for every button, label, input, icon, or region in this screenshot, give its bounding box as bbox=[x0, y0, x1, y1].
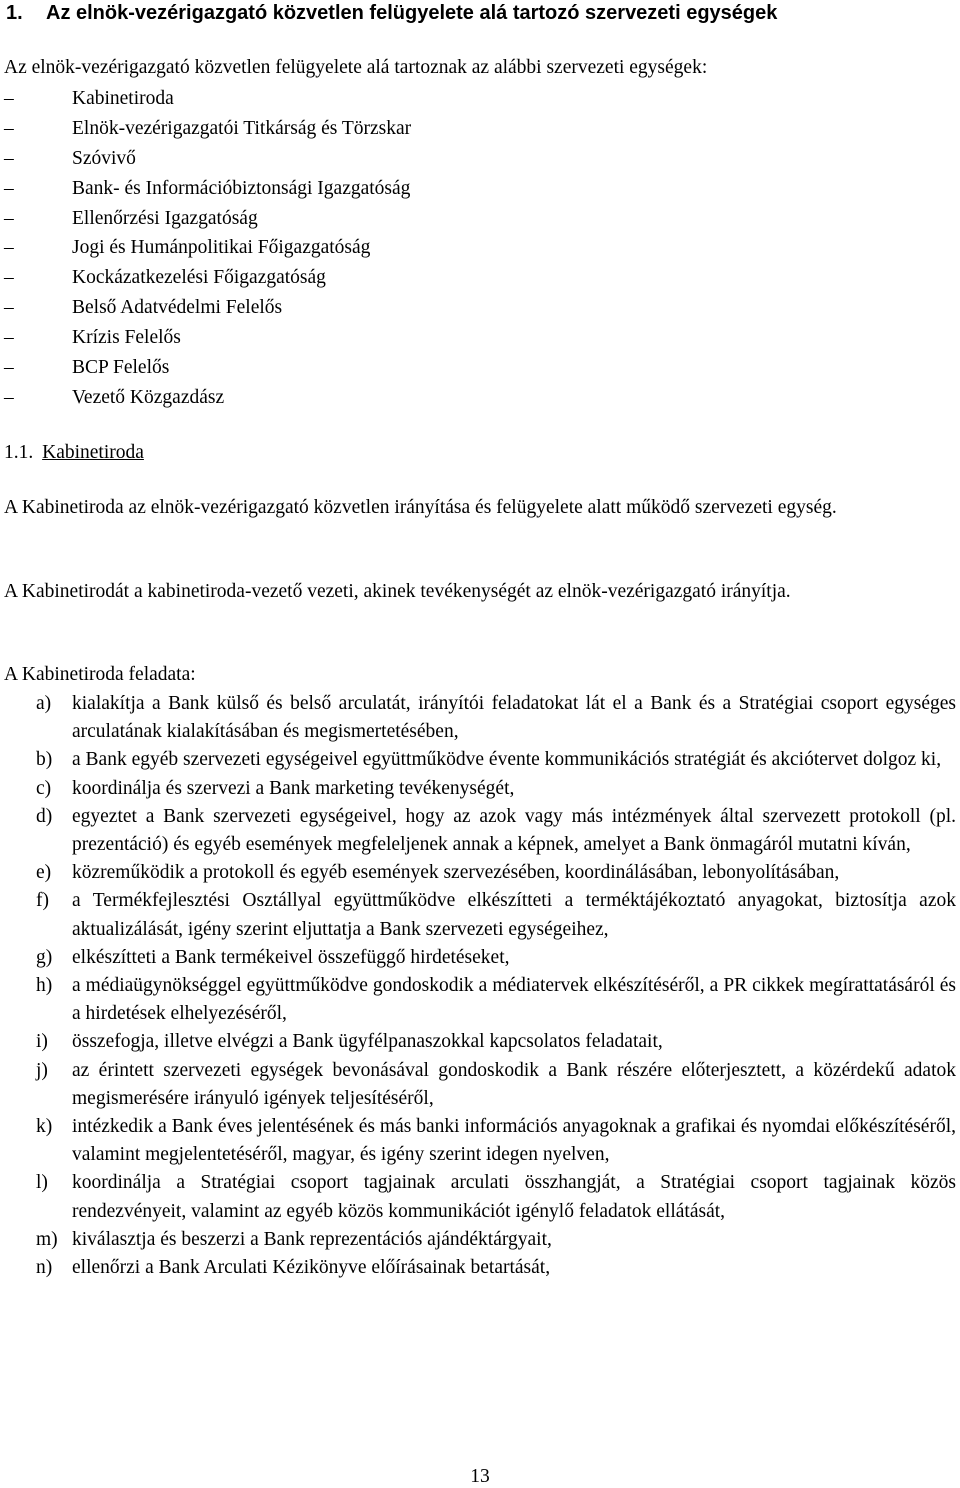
task-list bbox=[4, 690, 956, 1282]
unit-name: Vezető Közgazdász bbox=[72, 386, 225, 408]
task-text: elkészítteti a Bank termékeivel összefüggő hirdetéseket, bbox=[72, 946, 510, 968]
unit-name: Elnök-vezérigazgatói Titkárság és Törzskar bbox=[72, 117, 412, 139]
task-label: m) bbox=[36, 1228, 58, 1250]
task-item bbox=[4, 1226, 956, 1254]
task-label: h) bbox=[36, 975, 53, 997]
dash-marker: – bbox=[4, 177, 14, 199]
task-text: közreműködik a protokoll és egyéb események szervezésében, koordinálásában, lebonyolításában, bbox=[72, 862, 840, 884]
unit-name: Belső Adatvédelmi Felelős bbox=[72, 297, 283, 319]
dash-marker: – bbox=[4, 297, 14, 319]
task-text: a médiaügynökséggel együttműködve gondoskodik a médiatervek elkészítéséről, a PR cikkek megírattatásáról és a hirdetések elhelyezéséről, bbox=[72, 975, 956, 1025]
dash-marker: – bbox=[4, 357, 14, 379]
section-heading bbox=[6, 0, 956, 26]
task-label: d) bbox=[36, 805, 53, 827]
subsection-number: 1.1. bbox=[4, 442, 34, 463]
task-item bbox=[4, 803, 956, 859]
page-number: 13 bbox=[470, 1466, 490, 1487]
section-number: 1. bbox=[6, 2, 23, 24]
task-label: c) bbox=[36, 777, 52, 799]
dash-marker: – bbox=[4, 267, 14, 289]
paragraph: A Kabinetiroda az elnök-vezérigazgató közvetlen irányítása és felügyelete alatt működő szervezeti egység. bbox=[4, 497, 837, 518]
task-label: b) bbox=[36, 749, 53, 771]
task-item bbox=[4, 1028, 956, 1056]
task-text: egyeztet a Bank szervezeti egységeivel, hogy az azok vagy más intézmények által szervezett protokoll (pl. prezentáció) és egyéb események megfeleljenek annak a képnek, amelyet a Bank önmagáról mutatni kíván, bbox=[72, 805, 956, 856]
task-text: koordinálja és szervezi a Bank marketing tevékenységét, bbox=[72, 777, 515, 799]
task-label: f) bbox=[36, 890, 49, 912]
task-text: ellenőrzi a Bank Arculati Kézikönyve előírásainak betartását, bbox=[72, 1257, 551, 1279]
task-label: k) bbox=[36, 1116, 53, 1138]
intro-text: Az elnök-vezérigazgató közvetlen felügyelete alá tartoznak az alábbi szervezeti egységek: bbox=[4, 57, 708, 78]
task-item bbox=[4, 1169, 956, 1225]
section-title: Az elnök-vezérigazgató közvetlen felügyelete alá tartozó szervezeti egységek bbox=[46, 2, 778, 24]
task-label: e) bbox=[36, 862, 52, 884]
unit-name: BCP Felelős bbox=[72, 357, 170, 379]
task-item bbox=[4, 775, 956, 803]
dash-marker: – bbox=[4, 386, 14, 408]
task-item bbox=[4, 746, 956, 774]
subsection-title[interactable]: Kabinetiroda bbox=[42, 442, 144, 463]
dash-marker: – bbox=[4, 237, 14, 259]
task-item bbox=[4, 944, 956, 972]
task-text: kiválasztja és beszerzi a Bank reprezentációs ajándéktárgyait, bbox=[72, 1228, 552, 1250]
task-text: koordinálja a Stratégiai csoport tagjainak arculati összhangját, a Stratégiai csoport tagjainak közös rendezvényeit, valamint az egyéb közös kommunikációt igénylő feladatok ellátását, bbox=[72, 1172, 956, 1222]
dash-marker: – bbox=[4, 117, 14, 139]
task-item bbox=[4, 1057, 956, 1113]
dash-marker: – bbox=[4, 207, 14, 229]
dash-marker: – bbox=[4, 147, 14, 169]
task-item bbox=[4, 859, 956, 887]
task-item bbox=[4, 887, 956, 943]
dash-marker: – bbox=[4, 88, 14, 109]
unit-name: Jogi és Humánpolitikai Főigazgatóság bbox=[72, 237, 371, 259]
task-text: intézkedik a Bank éves jelentésének és más banki információs anyagoknak a grafikai és nyomdai előkészítéséről, valamint megjelentetéséről, magyar, és igény szerint idegen nyelven, bbox=[72, 1116, 956, 1166]
task-item bbox=[4, 1254, 956, 1282]
task-label: i) bbox=[36, 1031, 48, 1053]
unit-name: Kockázatkezelési Főigazgatóság bbox=[72, 267, 326, 289]
task-label: l) bbox=[36, 1172, 48, 1194]
task-text: összefogja, illetve elvégzi a Bank ügyfélpanaszokkal kapcsolatos feladatait, bbox=[72, 1031, 663, 1053]
task-text: az érintett szervezeti egységek bevonásával gondoskodik a Bank részére előterjesztett, a közérdekű adatok megismerésére irányuló igények teljesítéséről, bbox=[72, 1059, 956, 1109]
task-item bbox=[4, 972, 956, 1028]
task-text: a Bank egyéb szervezeti egységeivel együttműködve évente kommunikációs stratégiát és akciótervet dolgoz ki, bbox=[72, 749, 942, 771]
paragraph: A Kabinetirodát a kabinetiroda-vezető vezeti, akinek tevékenységét az elnök-vezérigazgató irányítja. bbox=[4, 581, 791, 602]
task-item bbox=[4, 1113, 956, 1169]
task-label: n) bbox=[36, 1257, 53, 1279]
task-label: a) bbox=[36, 693, 52, 714]
unit-name: Szóvivő bbox=[72, 147, 136, 169]
unit-name: Kabinetiroda bbox=[72, 88, 174, 109]
subsection-heading bbox=[4, 440, 144, 466]
tasks-intro: A Kabinetiroda feladata: bbox=[4, 664, 196, 685]
task-label: j) bbox=[36, 1059, 48, 1081]
task-item bbox=[4, 690, 956, 746]
unit-name: Krízis Felelős bbox=[72, 327, 181, 349]
task-label: g) bbox=[36, 946, 53, 968]
task-text: kialakítja a Bank külső és belső arculatát, irányítói feladatokat lát el a Bank és a Stratégiai csoport egységes arculatának kialakításában és megismertetésében, bbox=[72, 693, 956, 743]
dash-marker: – bbox=[4, 327, 14, 349]
task-text: a Termékfejlesztési Osztállyal együttműködve elkészítteti a terméktájékoztató anyagokat, biztosítja azok aktualizálását, igény szerint eljuttatja a Bank szervezeti egységeihez, bbox=[72, 890, 956, 940]
unit-name: Bank- és Információbiztonsági Igazgatóság bbox=[72, 177, 411, 199]
unit-name: Ellenőrzési Igazgatóság bbox=[72, 207, 258, 229]
